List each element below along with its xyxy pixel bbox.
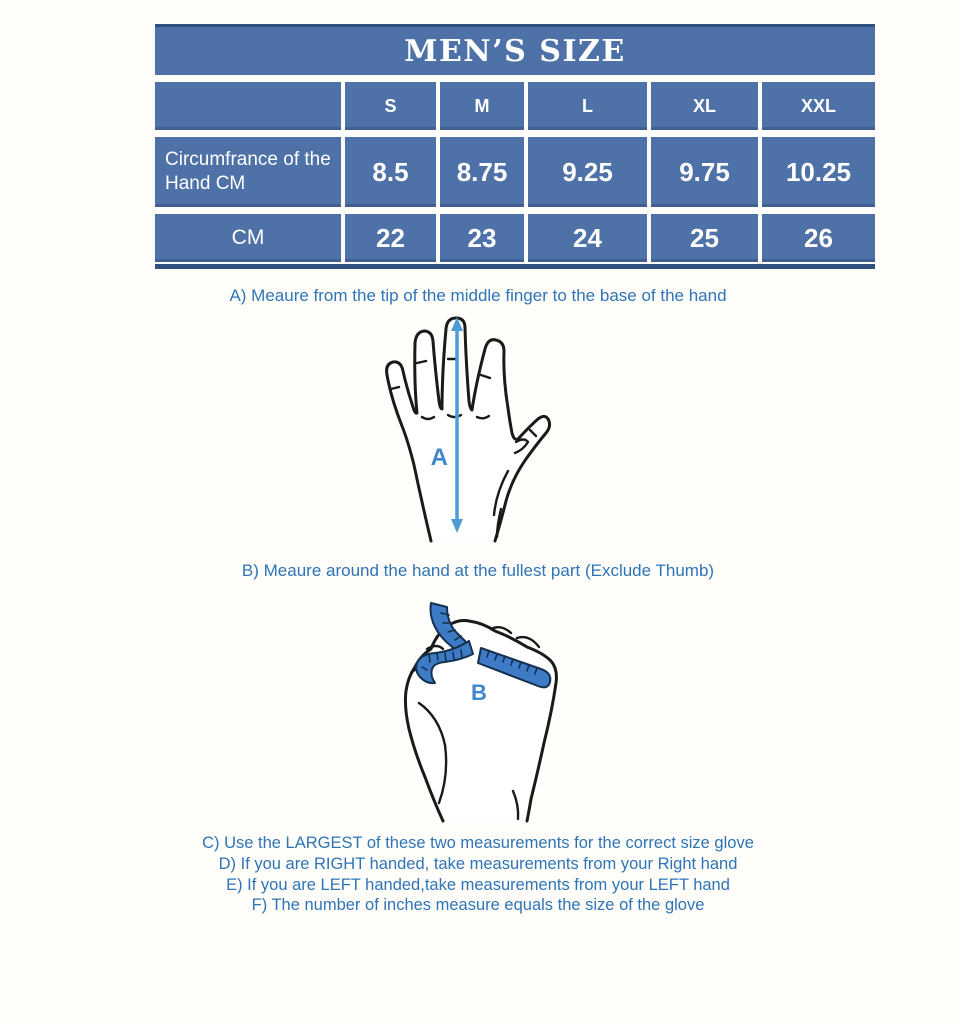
column-header-m: M bbox=[440, 82, 524, 130]
instruction-e: E) If you are LEFT handed,take measurements from your LEFT hand bbox=[226, 875, 730, 894]
column-header-l: L bbox=[528, 82, 647, 130]
table-bottom-edge bbox=[155, 264, 875, 269]
table-grid bbox=[155, 75, 875, 262]
hand-label-a: A bbox=[430, 444, 448, 471]
instruction-c: C) Use the LARGEST of these two measurements for the correct size glove bbox=[202, 834, 754, 852]
fist-measure-diagram bbox=[393, 591, 563, 826]
fist-label-b: B bbox=[471, 680, 487, 705]
hand-measure-diagram bbox=[378, 313, 558, 545]
row-label-cm: CM bbox=[155, 214, 341, 262]
column-header-xl: XL bbox=[651, 82, 758, 130]
size-table bbox=[155, 24, 875, 269]
column-header-xxl: XXL bbox=[762, 82, 875, 130]
column-header-s: S bbox=[345, 82, 436, 130]
circumference-value-xxl: 10.25 bbox=[762, 137, 875, 207]
table-title: MEN’S SIZE bbox=[155, 27, 875, 75]
cm-value-xl: 25 bbox=[651, 214, 758, 262]
cm-value-l: 24 bbox=[528, 214, 647, 262]
circumference-value-s: 8.5 bbox=[345, 137, 436, 207]
circumference-value-l: 9.25 bbox=[528, 137, 647, 207]
instructions-c-f bbox=[0, 833, 956, 916]
instruction-b: B) Meaure around the hand at the fullest part (Exclude Thumb) bbox=[241, 561, 715, 580]
row-label-circumference: Circumfrance of the Hand CM bbox=[155, 137, 341, 207]
instruction-a: A) Meaure from the tip of the middle finger to the base of the hand bbox=[229, 286, 727, 305]
cm-value-s: 22 bbox=[345, 214, 436, 262]
circumference-value-m: 8.75 bbox=[440, 137, 524, 207]
cm-value-m: 23 bbox=[440, 214, 524, 262]
instruction-f: F) The number of inches measure equals the size of the glove bbox=[251, 896, 705, 915]
instruction-d: D) If you are RIGHT handed, take measurements from your Right hand bbox=[218, 854, 738, 873]
circumference-value-xl: 9.75 bbox=[651, 137, 758, 207]
cm-value-xxl: 26 bbox=[762, 214, 875, 262]
table-corner-cell bbox=[155, 82, 341, 130]
